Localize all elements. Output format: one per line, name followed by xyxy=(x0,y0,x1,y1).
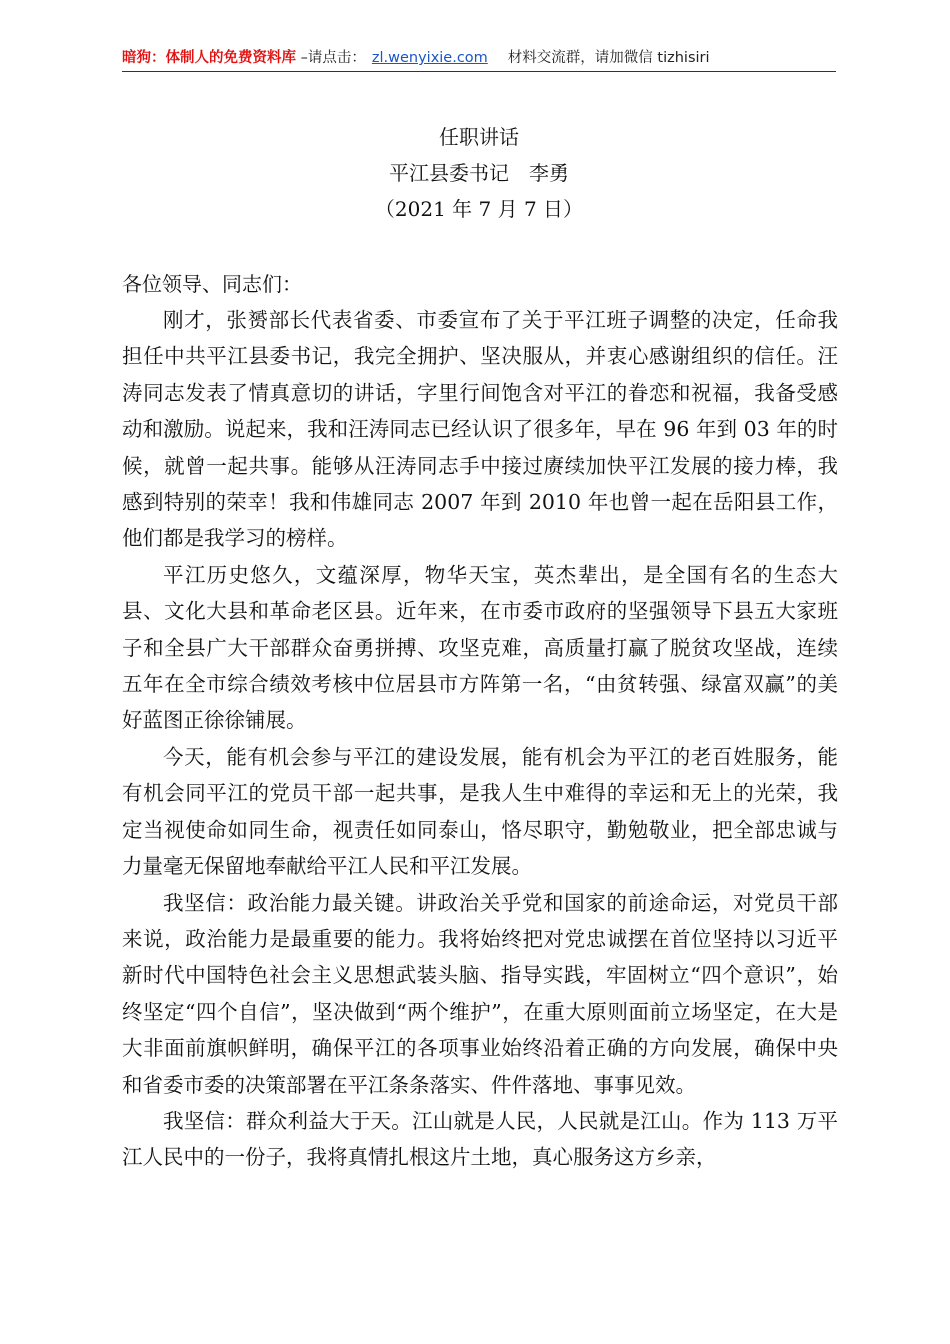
body-paragraph: 今天，能有机会参与平江的建设发展，能有机会为平江的老百姓服务，能有机会同平江的党员干部一起共事，是我人生中难得的幸运和无上的光荣，我定当视使命如同生命，视责任如同泰山，恪尽职守，勤勉敬业，把全部忠诚与力量毫无保留地奉献给平江人民和平江发展。 xyxy=(122,744,838,879)
document-body xyxy=(122,302,838,1176)
header-divider xyxy=(122,71,836,72)
author-name: 李勇 xyxy=(529,161,569,185)
body-paragraph: 我坚信：政治能力最关键。讲政治关乎党和国家的前途命运，对党员干部来说，政治能力是最重要的能力。我将始终把对党忠诚摆在首位坚持以习近平新时代中国特色社会主义思想武装头脑、指导实践，牢固树立“四个意识”，始终坚定“四个自信”，坚决做到“两个维护”，在重大原则面前立场坚定，在大是大非面前旗帜鲜明，确保平江的各项事业始终沿着正确的方向发展，确保中央和省委市委的决策部署在平江条条落实、件件落地、事事见效。 xyxy=(122,890,838,1097)
body-paragraph: 平江历史悠久，文蕴深厚，物华天宝，英杰辈出，是全国有名的生态大县、文化大县和革命老区县。近年来，在市委市政府的坚强领导下县五大家班子和全县广大干部群众奋勇拼搏、攻坚克难，高质量打赢了脱贫攻坚战，连续五年在全市综合绩效考核中位居县市方阵第一名，“由贫转强、绿富双赢”的美好蓝图正徐徐铺展。 xyxy=(122,562,838,733)
body-paragraph: 我坚信：群众利益大于天。江山就是人民，人民就是江山。作为 113 万平江人民中的一份子，我将真情扎根这片土地，真心服务这方乡亲， xyxy=(122,1108,838,1170)
body-paragraph: 刚才，张赟部长代表省委、市委宣布了关于平江班子调整的决定，任命我担任中共平江县委书记，我完全拥护、坚决服从，并衷心感谢组织的信任。汪涛同志发表了情真意切的讲话，字里行间饱含对平江的眷恋和祝福，我备受感动和激励。说起来，我和汪涛同志已经认识了很多年，早在 96 年到 03 年的时候，就曾一起共事。能够从汪涛同志手中接过赓续加快平江发展的接力棒，我感到特别的荣幸！我和伟雄同志 2007 年到 2010 年也曾一起在岳阳县工作，他们都是我学习的榜样。 xyxy=(122,308,838,551)
header-brand: 暗狗：体制人的免费资料库 xyxy=(122,50,296,66)
page-header xyxy=(122,47,836,71)
document-author xyxy=(122,158,836,188)
document-title: 任职讲话 xyxy=(439,125,519,149)
author-position: 平江县委书记 xyxy=(389,161,509,185)
header-group-info: 材料交流群，请加微信 tizhisiri xyxy=(507,50,710,66)
salutation: 各位领导、同志们： xyxy=(122,272,302,296)
header-prompt: –请点击： xyxy=(296,50,366,66)
header-link[interactable]: zl.wenyixie.com xyxy=(371,50,488,66)
document-date: （2021 年 7 月 7 日） xyxy=(374,197,584,221)
